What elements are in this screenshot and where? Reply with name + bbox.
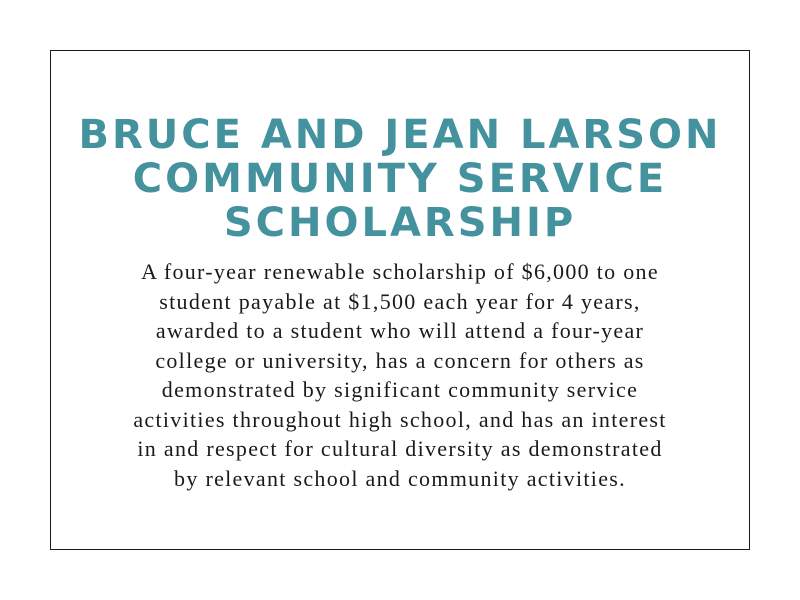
description-line: in and respect for cultural diversity as demonstrated xyxy=(137,436,663,461)
scholarship-title xyxy=(51,113,749,245)
description-line: activities throughout high school, and has an interest xyxy=(133,406,667,432)
description-line: by relevant school and community activities. xyxy=(174,465,626,491)
title-line: SCHOLARSHIP xyxy=(223,200,577,246)
description-line: demonstrated by significant community service xyxy=(161,377,639,402)
description-line: A four-year renewable scholarship of $6,000 to one xyxy=(141,259,659,284)
title-line: BRUCE AND JEAN LARSON xyxy=(78,112,722,158)
description-line: awarded to a student who will attend a four-year xyxy=(155,318,645,343)
description-line: college or university, has a concern for others as xyxy=(155,347,645,373)
description-line: student payable at $1,500 each year for 4 years, xyxy=(159,288,641,314)
scholarship-card xyxy=(50,50,750,550)
scholarship-description xyxy=(81,257,719,493)
title-line: COMMUNITY SERVICE xyxy=(132,156,668,202)
